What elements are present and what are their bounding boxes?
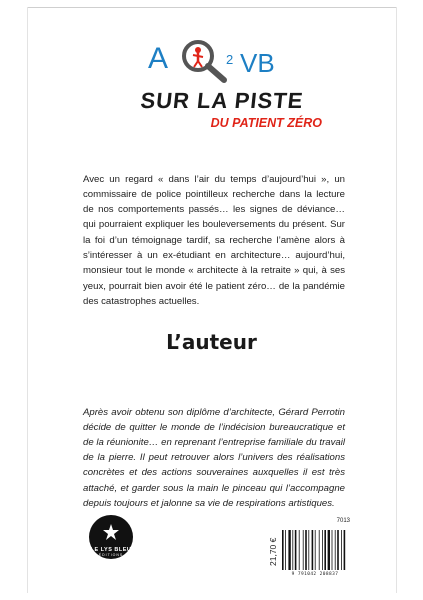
author-bio: Après avoir obtenu son diplôme d’architecte, Gérard Perrotin décide de quitter le monde de l’indécision bureaucratique et de la réunionite… en reprenant l’entreprise familiale du travail de la pierre. Il peut retrouver alors l’univers des réalisations concrètes et des actions souveraines auxquelles il est très attaché, et garder sous la main le pinceau qui l’accompagne depuis toujours et jalonne sa vie de respirations artistiques.: [83, 406, 345, 509]
book-subtitle: DU PATIENT ZÉRO: [210, 116, 322, 130]
series-logo: [122, 30, 322, 140]
publisher-logo: [83, 515, 139, 575]
author-heading: L’auteur: [166, 330, 257, 354]
left-border: [27, 7, 28, 593]
right-border: [396, 7, 397, 593]
logo-letter-a: A: [148, 42, 170, 75]
top-border: [27, 7, 396, 8]
lily-emblem-icon: [101, 522, 121, 542]
book-title: SUR LA PISTE: [139, 88, 305, 113]
barcode-icon: [280, 528, 350, 572]
logo-letters-vb: VB: [240, 48, 275, 78]
barcode-area: [266, 518, 350, 580]
publisher-name: LE LYS BLEU: [90, 547, 132, 553]
publisher-subtitle: ÉDITIONS: [98, 553, 124, 557]
price-label: 21,70 €: [268, 537, 278, 567]
synopsis-text: Avec un regard « dans l’air du temps d’aujourd’hui », un commissaire de police pointilleux recherche dans la lecture de nos comportements passés… les signes de déviance… qui pourraient expliquer les bouleversements du présent. Sur la foi d’un témoignage tardif, sa recherche l’amène alors à s’intéresser à un ex-étudiant en architecture… aujourd’hui, monsieur tout le monde « architecte à la retraite » qui, à ses yeux, pourrait bien avoir été le patient zéro… de la pandémie des catastrophes actuelles.: [83, 173, 345, 307]
logo-superscript: 2: [226, 52, 234, 67]
barcode-digits: 9 791042 208837: [291, 572, 339, 577]
product-code: 7013: [336, 518, 350, 524]
